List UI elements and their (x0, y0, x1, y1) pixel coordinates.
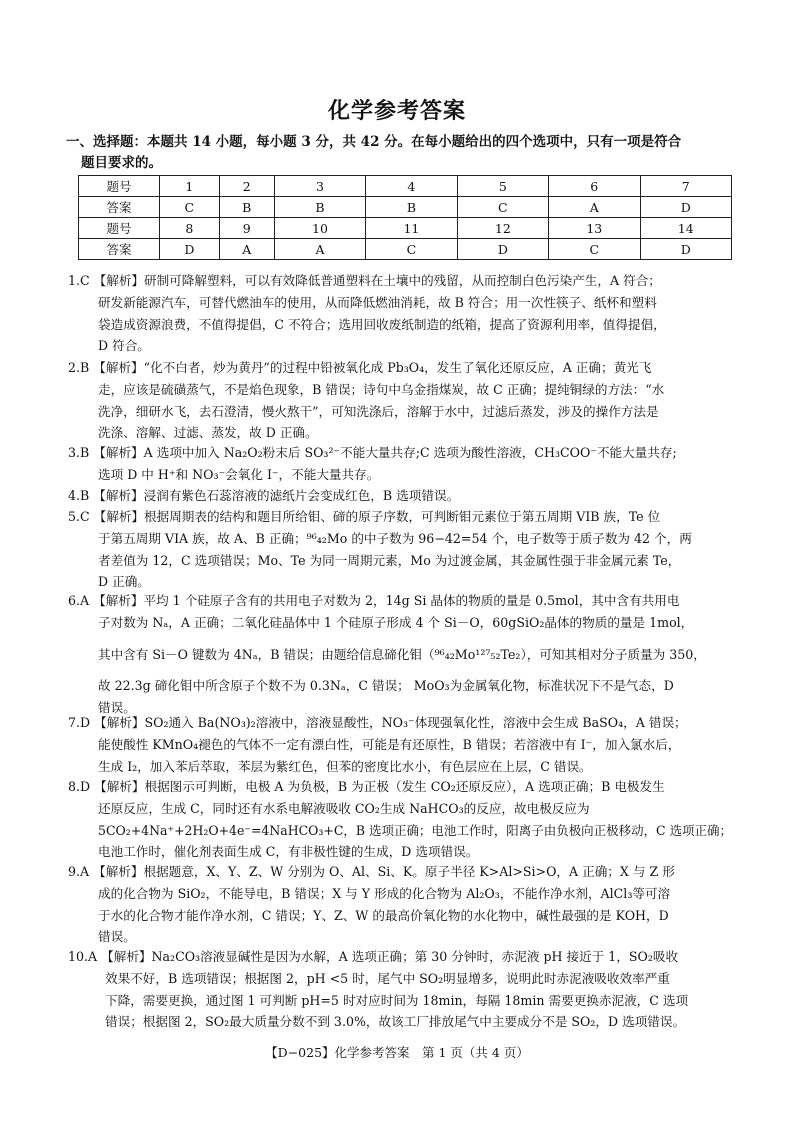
text-line: 于水的化合物才能作净水剂，C 错误；Y、Z、W 的最高价氧化物的水化物中，碱性最强的是 KOH，D (98, 907, 669, 923)
text-line: 选项 D 中 H⁺和 NO₃⁻会氧化 I⁻，不能大量共存。 (98, 466, 380, 482)
text-line: 研发新能源汽车，可替代燃油车的使用，从而降低燃油消耗，故 B 符合；用一次性筷子、纸杯和塑料 (98, 294, 657, 310)
text-line: 袋造成资源浪费，不值得提倡，C 不符合；选用回收废纸制造的纸箱，提高了资源利用率，值得提倡， (98, 316, 666, 332)
table-cell: 13 (549, 218, 640, 239)
table-cell: 1 (160, 176, 220, 197)
table-cell: 2 (219, 176, 274, 197)
text-line: D 正确。 (98, 574, 150, 590)
text-line: 5CO₂+4Na⁺+2H₂O+4e⁻=4NaHCO₃+C，B 选项正确；电池工作时，阳离子由负极向正极移动，C 选项正确； (98, 822, 732, 838)
table-cell: 6 (549, 176, 640, 197)
table-cell: 7 (640, 176, 732, 197)
answer-explanation-7 (68, 712, 732, 777)
answer-table (78, 175, 732, 260)
table-cell: B (219, 197, 274, 218)
table-cell: B (274, 197, 365, 218)
text-line: 4.B 【解析】浸润有紫色石蕊溶液的滤纸片会变成红色，B 选项错误。 (68, 488, 460, 503)
text-line: 8.D 【解析】根据图示可判断，电极 A 为负极，B 为正极（发生 CO₂还原反应），A 选项正确；B 电极发生 (68, 779, 665, 794)
table-cell: 答案 (79, 239, 160, 260)
table-cell: 10 (274, 218, 365, 239)
answer-explanation-5 (68, 506, 732, 593)
table-row (79, 218, 732, 239)
table-cell: A (219, 239, 274, 260)
text-line: 6.A 【解析】平均 1 个硅原子含有的共用电子对数为 2，14g Si 晶体的物质的量是 0.5mol，其中含有共用电 (68, 593, 680, 608)
text-line: 走，应该是硫磺蒸气，不是焰色现象，B 错误；诗句中乌金指煤炭，故 C 正确；提纯铜绿的方法：“水 (98, 381, 665, 397)
answer-explanation-2 (68, 357, 732, 444)
table-cell: 题号 (79, 176, 160, 197)
table-cell: 9 (219, 218, 274, 239)
table-row (79, 176, 732, 197)
text-line: 错误。 (98, 700, 136, 716)
text-line: 下降，需要更换，通过图 1 可判断 pH=5 时对应时间为 18min，每隔 18min 需要更换赤泥液，C 选项 (105, 992, 689, 1008)
answer-explanation-6 (68, 590, 732, 719)
table-cell: B (366, 197, 457, 218)
table-cell: D (160, 239, 220, 260)
text-line: 成的化合物为 SiO₂，不能导电，B 错误；X 与 Y 形成的化合物为 Al₂O₃，不能作净水剂，AlCl₃等可溶 (98, 885, 671, 901)
table-row (79, 197, 732, 218)
table-cell: C (457, 197, 548, 218)
table-cell: 12 (457, 218, 548, 239)
text-line: 于第五周期 VIA 族，故 A、B 正确；⁹⁶₄₂Mo 的中子数为 96−42=54 个，电子数等于质子数为 42 个，两 (98, 530, 692, 546)
table-cell: 14 (640, 218, 732, 239)
table-cell: D (457, 239, 548, 260)
table-cell: A (549, 197, 640, 218)
table-cell: 题号 (79, 218, 160, 239)
table-cell: 8 (160, 218, 220, 239)
page-title: 化学参考答案 (327, 98, 466, 124)
text-line: 效果不好，B 选项错误；根据图 2，pH <5 时，尾气中 SO₂明显增多，说明此时赤泥液吸收效率严重 (105, 970, 670, 986)
text-line: 者差值为 12，C 选项错误；Mo、Te 为同一周期元素，Mo 为过渡金属，其金属性强于非金属元素 Te， (98, 552, 681, 568)
text-line: 子对数为 Nₐ，A 正确；二氧化硅晶体中 1 个硅原子形成 4 个 Si－O，60gSiO₂晶体的物质的量是 1mol， (98, 614, 694, 630)
text-line: 能使酸性 KMnO₄褪色的气体不一定有漂白性，可能是有还原性，B 错误；若溶液中有 I⁻，加入氯水后， (98, 736, 681, 752)
table-cell: 答案 (79, 197, 160, 218)
text-line: 其中含有 Si－O 键数为 4Nₐ，B 错误；由题给信息碲化钼（⁹⁶₄₂Mo¹²⁷₅₂Te₂），可知其相对分子质量为 350， (98, 646, 706, 662)
table-cell: 4 (366, 176, 457, 197)
text-line: D 符合。 (98, 338, 150, 354)
text-line: 错误；根据图 2，SO₂最大质量分数不到 3.0%，故该工厂排放尾气中主要成分不是 SO₂，D 选项错误。 (105, 1014, 686, 1030)
text-line: 7.D 【解析】SO₂通入 Ba(NO₃)₂溶液中，溶液显酸性，NO₃⁻体现强氧化性，溶液中会生成 BaSO₄，A 错误； (68, 715, 687, 730)
table-cell: C (549, 239, 640, 260)
text-line: 还原反应，生成 C，同时还有水系电解液吸收 CO₂生成 NaHCO₃的反应，故电极反应为 (98, 800, 590, 816)
answer-explanation-3 (68, 442, 732, 486)
text-line: 1.C 【解析】研制可降解塑料，可以有效降低普通塑料在土壤中的残留，从而控制白色污染产生，A 符合； (68, 273, 661, 288)
intro-line: 一、选择题：本题共 14 小题，每小题 3 分，共 42 分。在每小题给出的四个选项中，只有一项是符合 (66, 134, 682, 150)
text-line: 洗净，细研水飞，去石澄清，慢火熬干”，可知洗涤后，溶解于水中，过滤后蒸发，涉及的操作方法是 (98, 403, 659, 419)
text-line: 9.A 【解析】根据题意，X、Y、Z、W 分别为 O、Al、Si、K。原子半径 K>Al>Si>O，A 正确；X 与 Z 形 (68, 864, 675, 879)
answer-explanation-9 (68, 861, 732, 948)
answer-explanation-1 (68, 270, 732, 357)
text-line: 10.A 【解析】Na₂CO₃溶液显碱性是因为水解，A 选项正确；第 30 分钟时，赤泥液 pH 接近于 1，SO₂吸收 (68, 949, 679, 964)
table-cell: D (640, 239, 732, 260)
table-cell: C (160, 197, 220, 218)
answer-explanation-4 (68, 485, 732, 507)
text-line: 5.C 【解析】根据周期表的结构和题目所给钼、碲的原子序数，可判断钼元素位于第五周期 VIB 族，Te 位 (68, 509, 661, 524)
text-line: 电池工作时，催化剂表面生成 C，有非极性键的生成，D 选项错误。 (98, 844, 479, 860)
table-cell: C (366, 239, 457, 260)
table-row (79, 239, 732, 260)
table-cell: A (274, 239, 365, 260)
text-line: 3.B 【解析】A 选项中加入 Na₂O₂粉末后 SO₃²⁻不能大量共存;C 选项为酸性溶液，CH₃COO⁻不能大量共存; (68, 445, 677, 460)
page-footer: 【D−025】化学参考答案 第 1 页（共 4 页） (265, 1045, 529, 1060)
text-line: 洗涤、溶解、过滤、蒸发，故 D 正确。 (98, 425, 318, 441)
answer-explanation-8 (68, 776, 732, 863)
table-cell: 11 (366, 218, 457, 239)
text-line: 2.B 【解析】“化不白者，炒为黄丹”的过程中铅被氧化成 Pb₃O₄，发生了氧化还原反应，A 正确；黄光飞 (68, 360, 652, 375)
answer-explanation-10 (68, 946, 732, 1033)
text-line: 错误。 (98, 929, 136, 945)
text-line: 生成 I₂，加入苯后萃取，苯层为紫红色，但苯的密度比水小，有色层应在上层，C 错误。 (98, 758, 592, 774)
table-cell: D (640, 197, 732, 218)
intro-line: 题目要求的。 (81, 155, 162, 171)
table-cell: 5 (457, 176, 548, 197)
text-line: 故 22.3g 碲化钼中所含原子个数不为 0.3Nₐ，C 错误； MoO₃为金属氧化物，标准状况下不是气态，D (98, 678, 674, 694)
section-intro (66, 132, 734, 174)
table-cell: 3 (274, 176, 365, 197)
